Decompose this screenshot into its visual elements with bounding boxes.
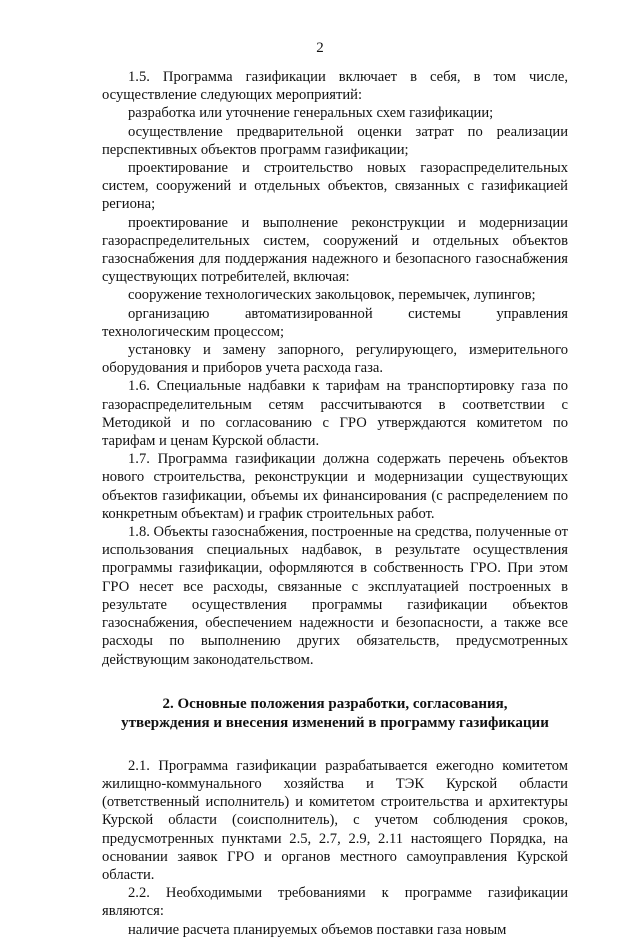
document-body bbox=[102, 68, 568, 939]
paragraph-1-8: 1.8. Объекты газоснабжения, построенные на средства, полученные от использования специальных надбавок, в результате осуществления программы газификации, оформляются в собственность ГРО. При этом ГРО несет все расходы, связанные с эксплуатацией построенных в результате осуществления программы газификации объектов газоснабжения, обеспечением надежности и безопасности, а также все расходы по выполнению других обязательств, предусмотренных действующим законодательством. bbox=[102, 524, 568, 668]
section-heading bbox=[102, 695, 568, 733]
list-item: проектирование и строительство новых газораспределительных систем, сооружений и отдельных объектов, связанных с газификацией региона; bbox=[102, 160, 568, 213]
list-item: разработка или уточнение генеральных схем газификации; bbox=[128, 105, 494, 122]
list-item: установку и замену запорного, регулирующего, измерительного оборудования и приборов учета расхода газа. bbox=[102, 342, 568, 377]
paragraph-1-7: 1.7. Программа газификации должна содержать перечень объектов нового строительства, реконструкции и модернизации существующих объектов газификации, объемы их финансирования (с распределением по конкретным объектам) и график строительных работ. bbox=[102, 451, 568, 522]
list-item: наличие расчета планируемых объемов поставки газа новым bbox=[128, 921, 507, 938]
paragraph-2-1: 2.1. Программа газификации разрабатывается ежегодно комитетом жилищно-коммунального хозяйства и ТЭК Курской области (ответственный исполнитель) и комитетом строительства и архитектуры Курской области (соисполнитель), с учетом соблюдения сроков, предусмотренных пунктами 2.5, 2.7, 2.9, 2.11 настоящего Порядка, на основании заявок ГРО и органов местного самоуправления Курской области. bbox=[102, 757, 568, 883]
page-number: 2 bbox=[316, 40, 324, 56]
list-item: организацию автоматизированной системы управления технологическим процессом; bbox=[102, 305, 568, 340]
paragraph-2-2: 2.2. Необходимыми требованиями к программе газификации являются: bbox=[102, 885, 568, 920]
list-item: осуществление предварительной оценки затрат по реализации перспективных объектов программ газификации; bbox=[102, 123, 568, 158]
list-item: сооружение технологических закольцовок, перемычек, лупингов; bbox=[128, 287, 536, 304]
paragraph-1-6: 1.6. Специальные надбавки к тарифам на транспортировку газа по газораспределительным сетям рассчитываются в соответствии с Методикой и по согласованию с ГРО утверждаются комитетом по тарифам и ценам Курской области. bbox=[102, 378, 568, 450]
section-heading-line-2: утверждения и внесения изменений в программу газификации bbox=[121, 714, 549, 731]
section-heading-line-1: 2. Основные положения разработки, согласования, bbox=[162, 695, 508, 712]
paragraph-1-5: 1.5. Программа газификации включает в себя, в том числе, осуществление следующих мероприятий: bbox=[102, 69, 568, 104]
list-item: проектирование и выполнение реконструкции и модернизации газораспределительных систем, сооружений и отдельных объектов газоснабжения для поддержания надежного и безопасного газоснабжения существующих потребителей, включая: bbox=[102, 214, 568, 286]
